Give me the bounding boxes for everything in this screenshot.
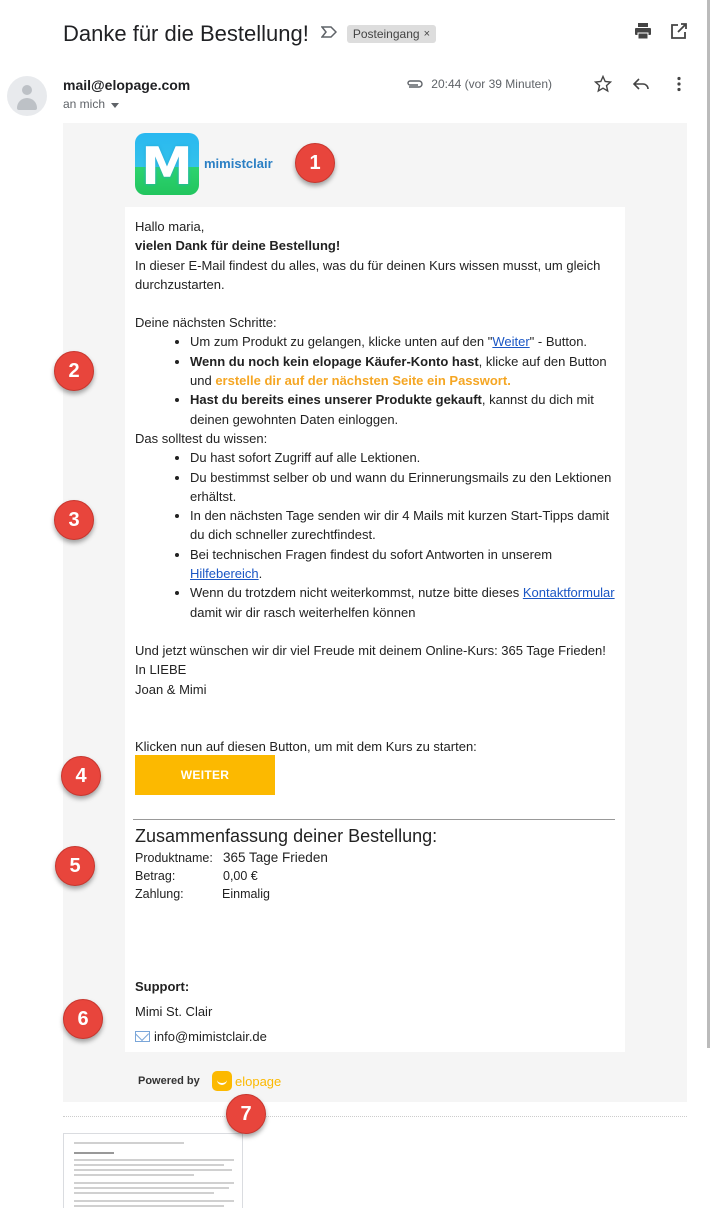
- contact-form-link[interactable]: Kontaktformular: [522, 585, 615, 601]
- support-email[interactable]: [135, 1029, 267, 1044]
- list-item: • Du bestimmst selber ob und wann du Erinnerungsmails zu den Lektionen erhältst.: [190, 468, 617, 507]
- attachment-thumbnail[interactable]: [63, 1133, 243, 1208]
- thanks-line: vielen Dank für deine Bestellung!: [135, 238, 341, 254]
- sender-avatar[interactable]: [7, 76, 47, 116]
- steps-list: [190, 332, 617, 428]
- amount-label: Betrag:: [135, 869, 176, 883]
- know-heading: Das solltest du wissen:: [135, 430, 268, 446]
- know-list: [190, 448, 617, 622]
- weiter-link[interactable]: Weiter: [492, 334, 530, 350]
- attachment-icon: [405, 76, 423, 92]
- recipient-label: an mich: [63, 97, 106, 111]
- list-item: • Du hast sofort Zugriff auf alle Lektionen.: [190, 448, 617, 467]
- support-title: Support:: [135, 979, 190, 994]
- intro-text: In dieser E-Mail findest du alles, was du für deinen Kurs wissen musst, um gleich durchzustarten.: [135, 257, 601, 292]
- cta-text: Klicken nun auf diesen Button, um mit dem Kurs zu starten:: [135, 738, 477, 754]
- product-value: 365 Tage Frieden: [223, 850, 328, 865]
- top-actions: [634, 22, 688, 40]
- powered-by-label: Powered by: [138, 1075, 200, 1087]
- product-label: Produktname:: [135, 851, 213, 865]
- brand-name: mimistclair: [204, 156, 273, 171]
- importance-marker-icon[interactable]: [321, 25, 337, 43]
- annotation-badge-2: 2: [54, 351, 94, 391]
- label-chip-inbox[interactable]: [347, 25, 436, 43]
- reply-icon[interactable]: [632, 75, 650, 93]
- recipient-details[interactable]: [63, 97, 119, 111]
- help-area-link[interactable]: Hilfebereich: [190, 566, 259, 582]
- star-icon[interactable]: [594, 75, 612, 93]
- remove-label-icon[interactable]: ×: [423, 28, 430, 40]
- payment-value: Einmalig: [222, 887, 270, 901]
- email-subject: Danke für die Bestellung!: [63, 21, 309, 46]
- payment-label: Zahlung:: [135, 887, 184, 901]
- list-item: • Wenn du noch kein elopage Käufer-Konto hast, klicke auf den Button und erstelle dir auf der nächsten Seite ein Passwort.: [190, 352, 617, 391]
- list-item: • Wenn du trotzdem nicht weiterkommst, nutze bitte dieses Kontaktformular damit wir dir rasch weiterhelfen können: [190, 583, 617, 622]
- annotation-badge-3: 3: [54, 500, 94, 540]
- open-new-window-icon[interactable]: [670, 22, 688, 40]
- support-name: Mimi St. Clair: [135, 1004, 213, 1019]
- greeting: Hallo maria,: [135, 219, 205, 234]
- more-options-icon[interactable]: [670, 75, 688, 93]
- annotation-badge-1: 1: [295, 143, 335, 183]
- elopage-logo-text[interactable]: elopage: [235, 1074, 282, 1089]
- brand-logo: [135, 133, 199, 195]
- list-item: • Hast du bereits eines unserer Produkte gekauft, kannst du dich mit deinen gewohnten Daten einloggen.: [190, 390, 617, 429]
- message-time: 20:44 (vor 39 Minuten): [431, 77, 552, 91]
- envelope-icon: [135, 1031, 150, 1042]
- love-text: In LIEBE: [135, 662, 187, 678]
- summary-title: Zusammenfassung deiner Bestellung:: [135, 826, 438, 846]
- annotation-badge-6: 6: [63, 999, 103, 1039]
- support-email-text[interactable]: info@mimistclair.de: [154, 1029, 267, 1044]
- chevron-down-icon[interactable]: [111, 103, 119, 108]
- signature: Joan & Mimi: [135, 681, 207, 697]
- list-item: • Um zum Produkt zu gelangen, klicke unten auf den "Weiter" - Button.: [190, 332, 617, 351]
- weiter-button[interactable]: WEITER: [135, 755, 275, 795]
- sender-address[interactable]: mail@elopage.com: [63, 77, 191, 93]
- annotation-badge-5: 5: [55, 846, 95, 886]
- annotation-badge-7: 7: [226, 1094, 266, 1134]
- subject-row: [63, 18, 436, 50]
- label-chip-text: Posteingang: [352, 27, 420, 41]
- print-icon[interactable]: [634, 22, 652, 40]
- elopage-logo-icon[interactable]: [212, 1071, 232, 1091]
- list-item: • Bei technischen Fragen findest du sofort Antworten in unserem Hilfebereich.: [190, 545, 617, 584]
- list-item: • In den nächsten Tage senden wir dir 4 Mails mit kurzen Start-Tipps damit du dich schneller zurechtfindest.: [190, 506, 617, 545]
- attachment-separator: [63, 1116, 687, 1117]
- closing-text: Und jetzt wünschen wir dir viel Freude mit deinem Online-Kurs: 365 Tage Frieden!: [135, 642, 606, 658]
- steps-heading: Deine nächsten Schritte:: [135, 315, 277, 331]
- amount-value: 0,00 €: [223, 869, 258, 883]
- email-text: [135, 217, 617, 756]
- annotation-badge-4: 4: [61, 756, 101, 796]
- message-meta: [405, 75, 688, 93]
- brand-logo-letter: M: [141, 137, 193, 195]
- divider: [133, 819, 615, 820]
